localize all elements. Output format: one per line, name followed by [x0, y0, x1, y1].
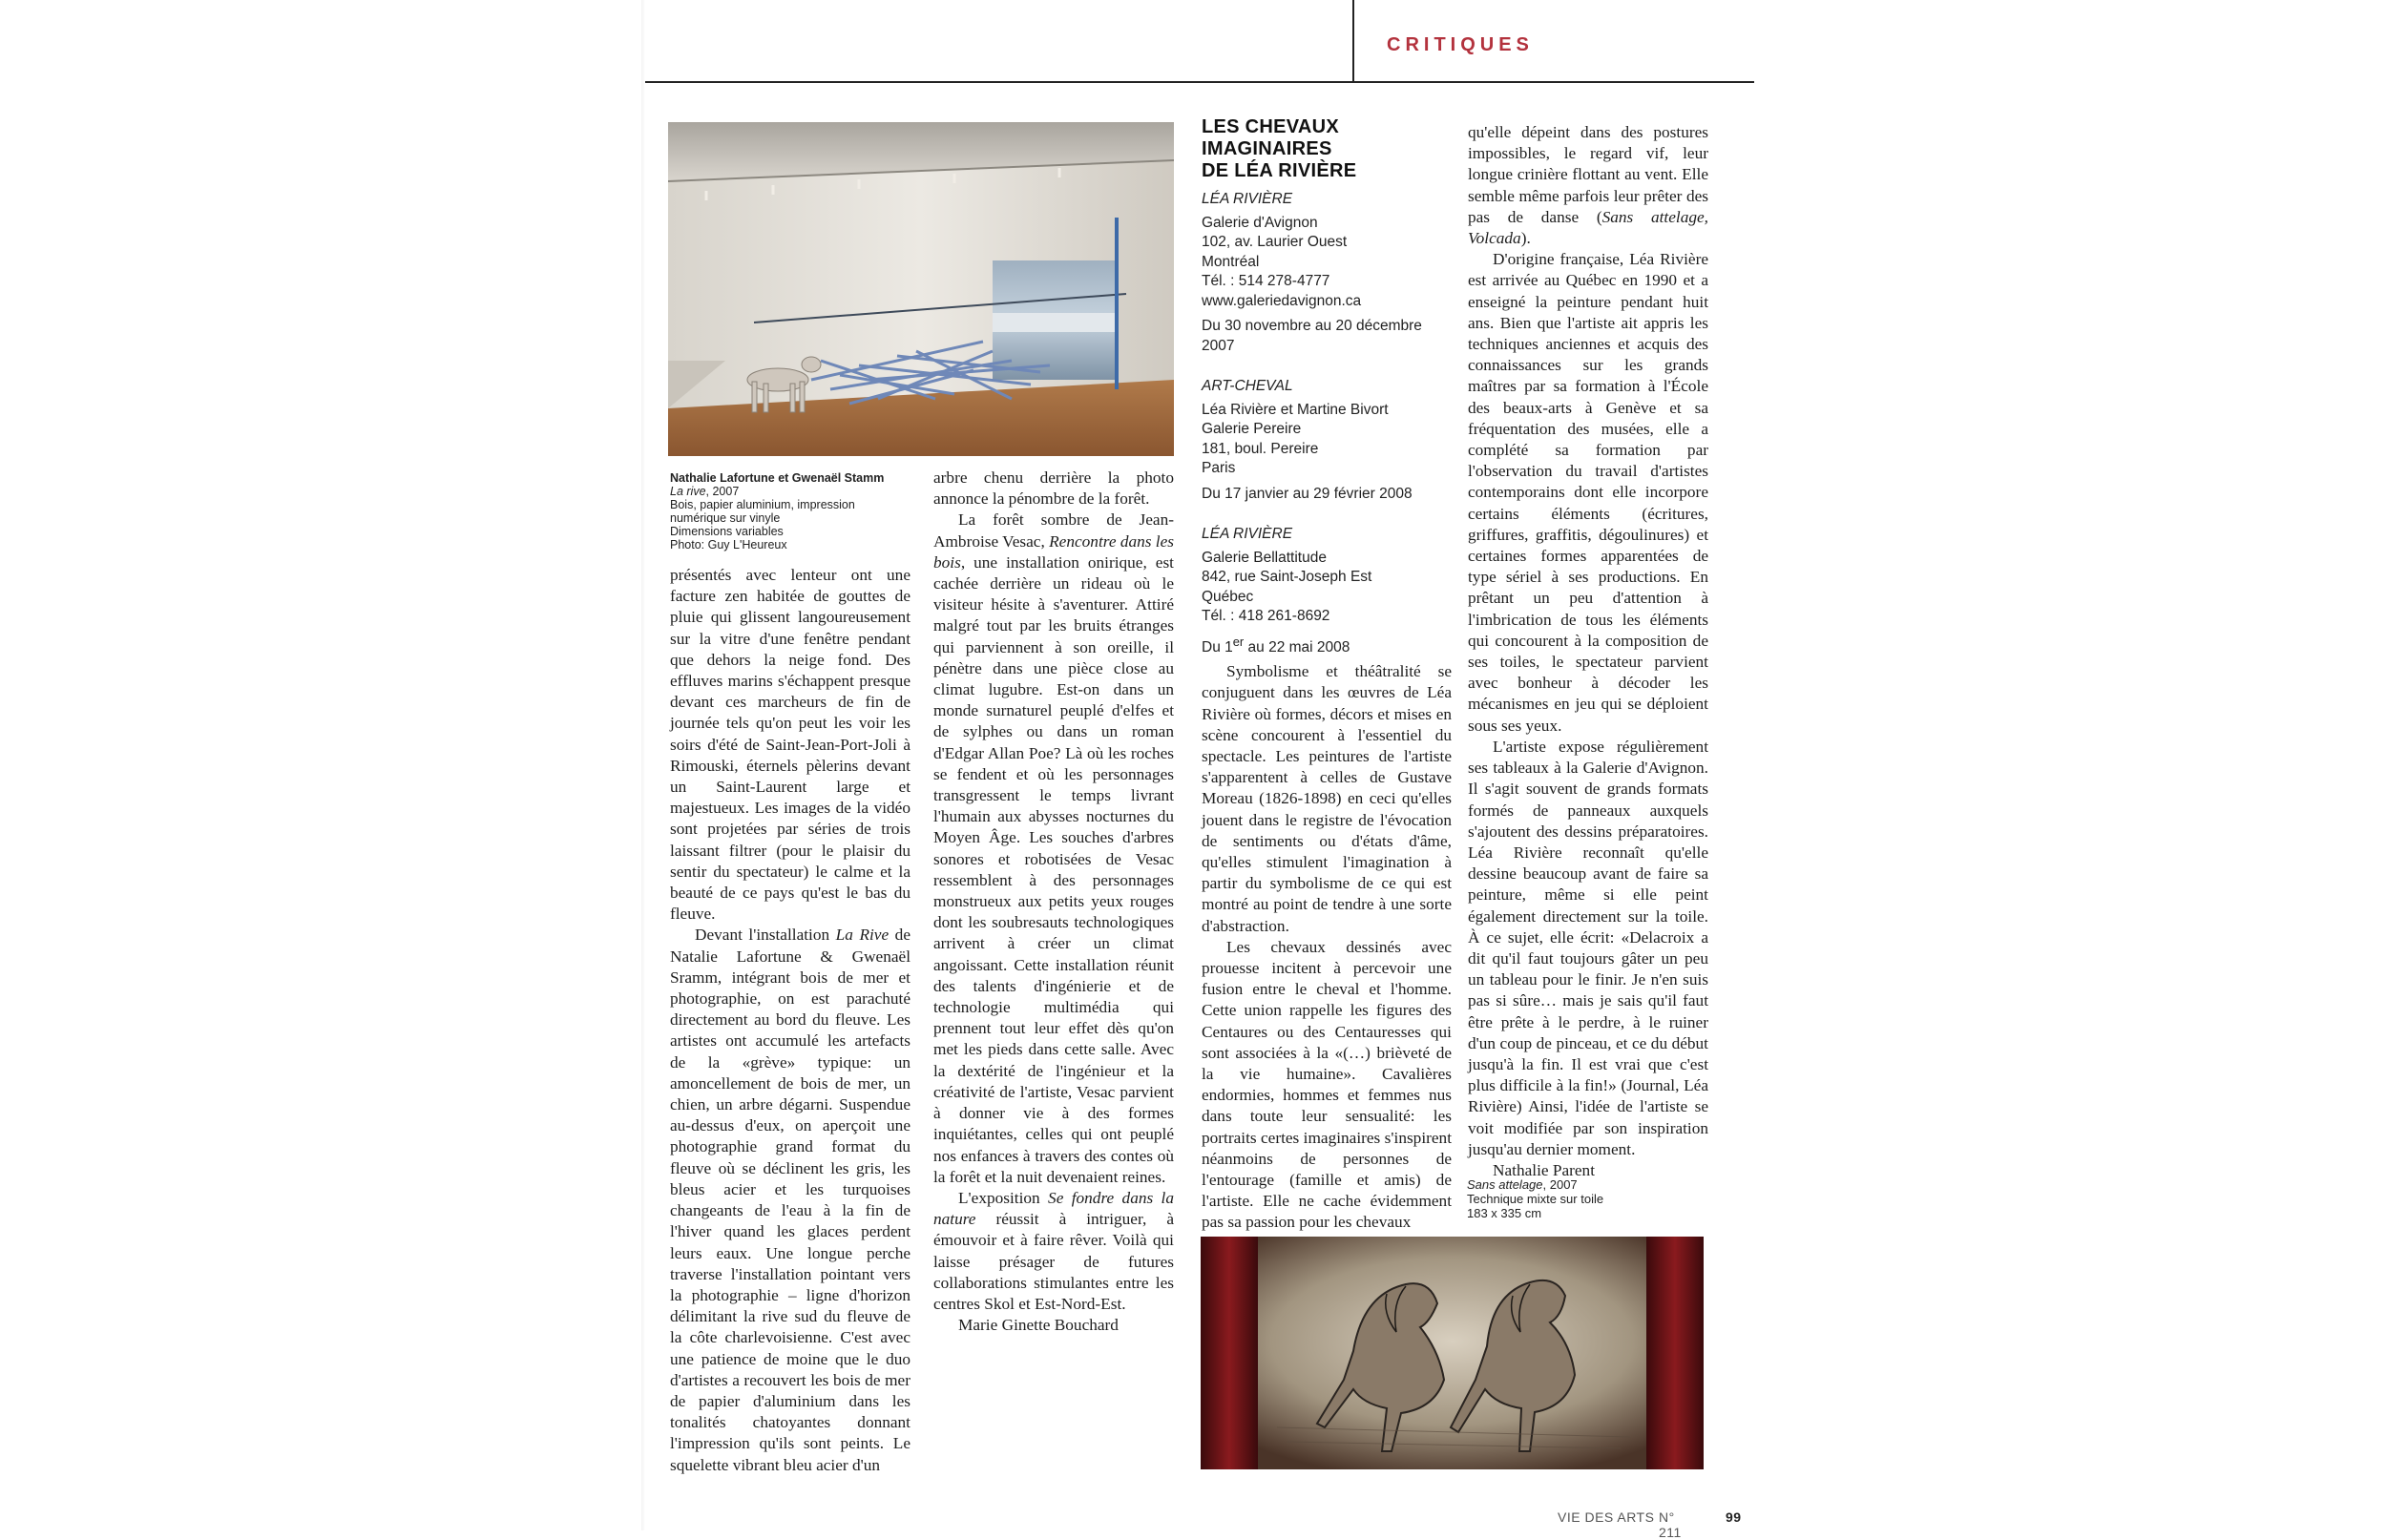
paragraph: Les chevaux dessinés avec prouesse incitent à percevoir une fusion entre le cheval et l'homme. Cette union rappelle les figures des Centaures ou des Centauresses qui sont associées à la «(…) brièveté de la vie humaine». Cavalières endormies, hommes et femmes nus dans toute leur sensualité: les portraits certes imaginaires s'inspirent néanmoins de personnes de l'entourage (famille et amis) de l'artiste. Elle ne cache évidemment pas sa passion pour les chevaux [1202, 937, 1452, 1232]
magazine-name: VIE DES ARTS [1558, 1509, 1655, 1525]
photo-caption [670, 471, 918, 551]
caption-title: Sans attelage [1467, 1177, 1543, 1192]
installation-photo [668, 122, 1174, 456]
paragraph: L'artiste expose régulièrement ses tableaux à la Galerie d'Avignon. Il s'agit souvent de grands formats formés de panneaux auxquels s'ajoutent des dessins préparatoires. Léa Rivière reconnaît qu'elle dessine beaucoup avant de faire sa peinture, même si elle peint également directement sur la toile. À ce sujet, elle écrit: «Delacroix a dit qu'il faut toujours gâter un peu un tableau pour le finir. Je n'en suis pas si sûre… mais je sais qu'il faut être prête à le perdre, à le ruiner d'un coup de pinceau, et ce du début jusqu'à la fin. Il est vrai que c'est plus difficile à la fin!» (Journal, Léa Rivière) Ainsi, l'idée de l'artiste se voit modifiée par son inspiration jusqu'au dernier moment. [1468, 737, 1708, 1158]
venue-block: LÉA RIVIÈRE Galerie d'Avignon 102, av. Laurier Ouest Montréal Tél. : 514 278-4777 www.galeriedavignon.ca Du 30 novembre au 20 décembre 2007 [1202, 191, 1422, 354]
paragraph: arbre chenu derrière la photo annonce la pénombre de la forêt. [933, 468, 1174, 509]
caption-dimensions: Dimensions variables [670, 525, 784, 538]
caption-dimensions: 183 x 335 cm [1467, 1206, 1542, 1220]
header-vertical-rule [1352, 0, 1354, 82]
author-signature: Nathalie Parent [1493, 1160, 1596, 1179]
article-column-4 [1468, 122, 1708, 1181]
caption-year: , 2007 [705, 485, 740, 498]
article-column-2 [933, 468, 1174, 1336]
paragraph: Symbolisme et théâtralité se conjuguent dans les œuvres de Léa Rivière où formes, décors et mises en scène concourent à l'essentiel du spectacle. Les peintures de l'artiste s'apparentent à celles de Gustave Moreau (1826-1898) en ceci qu'elles jouent dans le registre de l'évocation de sentiments ou d'états d'âme, qu'elles stimulent l'imagination à partir du symbolisme de ce qui est montré au point de tendre à une sorte d'abstraction. [1202, 662, 1452, 935]
page-footer [1558, 1509, 1742, 1540]
exhibition-info [1202, 190, 1452, 657]
caption-artists: Nathalie Lafortune et Gwenaël Stamm [670, 471, 885, 485]
caption-title: La rive [670, 485, 706, 498]
paragraph: Devant l'installation La Rive de Natalie Lafortune & Gwenaël Sramm, intégrant bois de mer et photographie, on est parachuté directement au bord du fleuve. Les artistes ont accumulé les artefacts de la «grève» typique: un amoncellement de bois de mer, un chien, un arbre dégarni. Suspendue au-dessus d'eux, on aperçoit une photographie grand format du fleuve où se déclinent les gris, les bleus acier et les turquoises changeants de l'eau à la fin de l'hiver quand les glaces perdent leurs eaux. Une longue perche traverse l'installation pointant vers la photographie – ligne d'horizon délimitant la rive sud du fleuve de la côte charlevoisienne. C'est avec une patience de moine que le duo d'artistes a recouvert les bois de mer de papier d'aluminium dans les tonalités chatoyantes donnant l'impression qu'ils sont peints. Le squelette vibrant bleu acier d'un [670, 926, 910, 1474]
paragraph: D'origine française, Léa Rivière est arrivée au Québec en 1990 et a enseigné la peinture pendant huit ans. Bien que l'artiste ait appris les techniques anciennes et acquis des connaissances sur les grands maîtres par sa formation à l'École des beaux-arts à Genève et sa fréquentation des musées, elle a complété sa formation par l'observation du travail d'artistes contemporains dont elle incorpore certains éléments (écritures, griffures, graffitis, dégoulinures) et certaines formes apparentées de type sériel à ses productions. En prêtant un peu d'attention à l'imbrication de tous les éléments qui concourent à la composition de ses toiles, le spectateur parvient avec bonheur à décoder les mécanismes en jeu qui se déploient sous ses yeux. [1468, 250, 1708, 735]
article-title: LES CHEVAUX IMAGINAIRES DE LÉA RIVIÈRE [1202, 116, 1357, 181]
author-signature: Marie Ginette Bouchard [958, 1316, 1119, 1335]
venue-block: ART-CHEVAL Léa Rivière et Martine Bivort Galerie Pereire 181, boul. Pereire Paris Du 17 janvier au 29 février 2008 [1202, 378, 1413, 502]
venue-block: LÉA RIVIÈRE Galerie Bellattitude 842, rue Saint-Joseph Est Québec Tél. : 418 261-8692 Du 1er au 22 mai 2008 [1202, 526, 1372, 656]
caption-medium-cont: numérique sur vinyle [670, 511, 781, 525]
header-rule [645, 81, 1754, 83]
painting-photo [1201, 1237, 1704, 1469]
article-column-1 [670, 565, 910, 1476]
section-label: CRITIQUES [1387, 34, 1534, 55]
paragraph: L'exposition Se fondre dans la nature réussit à intriguer, à émouvoir et à faire rêver. Voilà qui laisse présager de futures collaborations stimulantes entre les centres Skol et Est-Nord-Est. [933, 1188, 1175, 1313]
issue-number: N° 211 [1659, 1509, 1682, 1540]
painting-caption: Sans attelage, 2007 Technique mixte sur toile 183 x 335 cm [1467, 1177, 1696, 1220]
caption-photo-credit: Photo: Guy L'Heureux [670, 538, 787, 551]
page-number: 99 [1726, 1509, 1742, 1525]
caption-medium: Technique mixte sur toile [1467, 1192, 1604, 1206]
caption-medium: Bois, papier aluminium, impression [670, 498, 855, 511]
paragraph: La forêt sombre de Jean-Ambroise Vesac, Rencontre dans les bois, une installation onirique, est cachée derrière un rideau où le visiteur hésite à s'aventurer. Attiré malgré tout par les bruits étranges qui parviennent à son oreille, il pénètre dans une pièce close au climat lugubre. Est-on dans un monde surnaturel peuplé d'elfes et de sylphes ou dans un roman d'Edgar Allan Poe? Là où les roches se fendent et où les personnages transgressent le temps livrant l'humain aux abysses nocturnes du Moyen Âge. Les souches d'arbres sonores et robotisées de Vesac ressemblent à des personnages monstrueux aux petits yeux rouges dont les soubresauts technologiques arrivent à créer un climat angoissant. Cette installation réunit des talents d'ingénierie et de technologie multimédia qui prennent tout leur effet dès qu'on met les pieds dans cette salle. Avec la dextérité de l'ingénieur et la créativité de l'artiste, Vesac parvient à donner vie à des formes inquiétantes, celles qui ont peuplé nos enfances à travers des contes où la forêt et la nuit devenaient reines. [933, 510, 1174, 1186]
paragraph: qu'elle dépeint dans des postures impossibles, le regard vif, leur longue crinière flottant au vent. Elle semble même parfois leur prêter des pas de danse (Sans attelage, Volcada). [1468, 123, 1708, 248]
article-column-3 [1202, 116, 1452, 1234]
paragraph: présentés avec lenteur ont une facture zen habitée de gouttes de pluie qui glissent langoureusement sur la vitre d'une fenêtre pendant que dehors la neige fond. Des effluves marins s'échappent presque devant ces marcheurs de fin de journée tels qu'on peut les voir les soirs d'été de Saint-Jean-Port-Joli à Rimouski, éternels pèlerins devant un Saint-Laurent large et majestueux. Les images de la vidéo sont projetées par séries de trois laissant filtrer (pour le plaisir du sentir du spectateur) le calme et la beauté de ce pays qu'est le bas du fleuve. [670, 566, 910, 924]
